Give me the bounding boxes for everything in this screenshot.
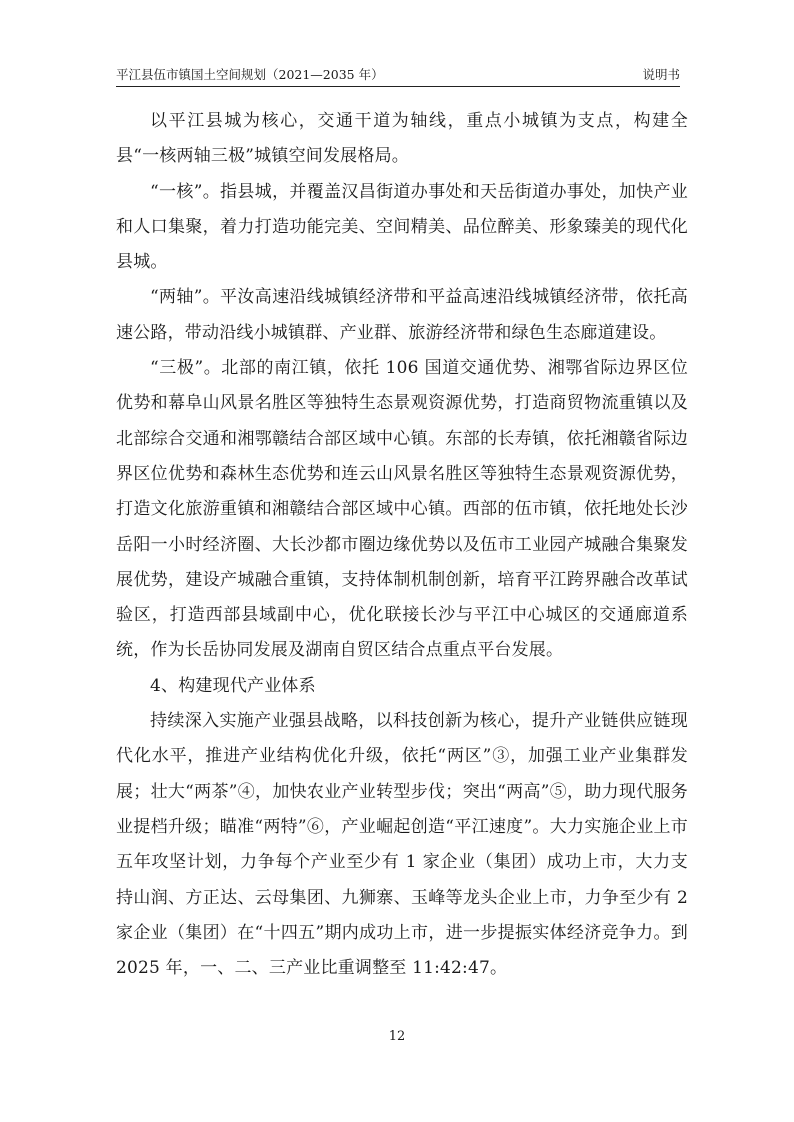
document-title: 平江县伍市镇国土空间规划（2021—2035 年） <box>116 67 384 82</box>
paragraph-two-axes: “两轴”。平汝高速沿线城镇经济带和平益高速沿线城镇经济带，依托高速公路，带动沿线小城镇群、产业群、旅游经济带和绿色生态廊道建设。 <box>116 287 688 343</box>
header-rule <box>116 86 680 87</box>
paragraph-one-core: “一核”。指县城，并覆盖汉昌街道办事处和天岳街道办事处，加快产业和人口集聚，着力打造功能完美、空间精美、品位醉美、形象臻美的现代化县城。 <box>116 181 688 273</box>
page-number: 12 <box>388 1029 406 1044</box>
paragraph-industrial-system: 持续深入实施产业强县战略，以科技创新为核心，提升产业链供应链现代化水平，推进产业结构优化升级，依托“两区”③，加强工业产业集群发展；壮大“两茶”④，加快农业产业转型步伐；突出“两高”⑤，助力现代服务业提档升级；瞄准“两特”⑥，产业崛起创造“平江速度”。大力实施企业上市五年攻坚计划，力争每个产业至少有 1 家企业（集团）成功上市，大力支持山润、方正达、云母集团、九狮寨、玉峰等龙头企业上市，力争至少有 2 家企业（集团）在“十四五”期内成功上市，进一步提振实体经济竞争力。到 2025 年，一、二、三产业比重调整至 11:42:47。 <box>116 711 688 979</box>
page-header <box>116 66 680 86</box>
paragraph-spatial-pattern: 以平江县城为核心，交通干道为轴线，重点小城镇为支点，构建全县“一核两轴三极”城镇空间发展格局。 <box>116 111 688 167</box>
body-text <box>116 104 688 986</box>
paragraph-three-poles: “三极”。北部的南江镇，依托 106 国道交通优势、湘鄂省际边界区位优势和幕阜山风景名胜区等独特生态景观资源优势，打造商贸物流重镇以及北部综合交通和湘鄂赣结合部区域中心镇。东部的长寿镇，依托湘赣省际边界区位优势和森林生态优势和连云山风景名胜区等独特生态景观资源优势，打造文化旅游重镇和湘赣结合部区域中心镇。西部的伍市镇，依托地处长沙岳阳一小时经济圈、大长沙都市圈边缘优势以及伍市工业园产城融合集聚发展优势，建设产城融合重镇，支持体制机制创新，培育平江跨界融合改革试验区，打造西部县域副中心，优化联接长沙与平江中心城区的交通廊道系统，作为长岳协同发展及湖南自贸区结合点重点平台发展。 <box>116 358 688 661</box>
section-heading: 4、构建现代产业体系 <box>150 675 316 696</box>
document-type-label: 说明书 <box>642 67 680 82</box>
